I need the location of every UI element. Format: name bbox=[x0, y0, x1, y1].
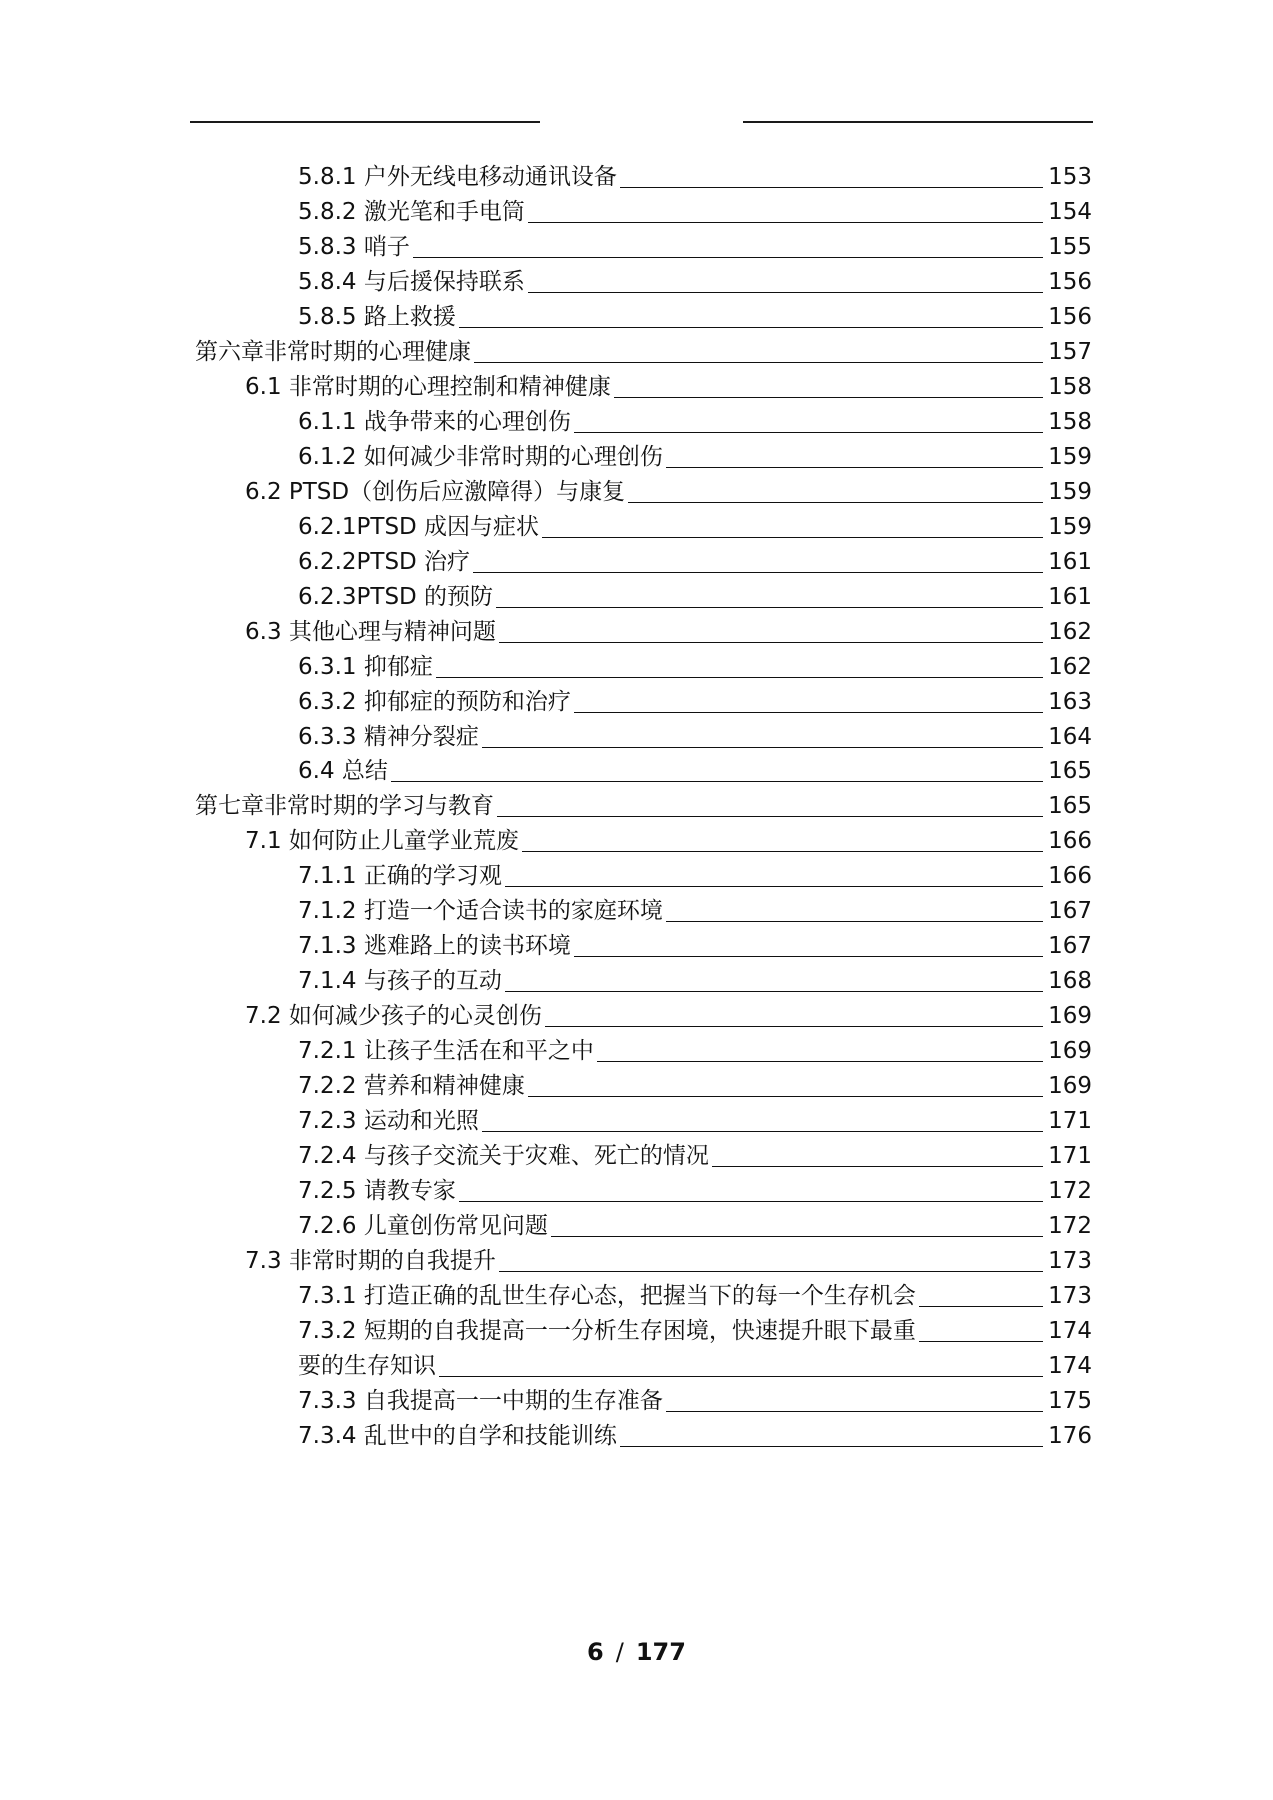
toc-leader-line bbox=[459, 327, 1043, 328]
toc-entry-title: 7.3 非常时期的自我提升 bbox=[245, 1244, 499, 1279]
toc-leader-line bbox=[620, 187, 1043, 188]
toc-leader-line bbox=[574, 432, 1043, 433]
toc-entry-title: 6.3.3 精神分裂症 bbox=[298, 720, 482, 755]
toc-entry-title: 7.2.4 与孩子交流关于灾难、死亡的情况 bbox=[298, 1139, 712, 1174]
toc-entry-title: 6.2.1PTSD 成因与症状 bbox=[298, 510, 542, 545]
toc-leader-line bbox=[391, 781, 1043, 782]
toc-entry[interactable] bbox=[0, 195, 1273, 230]
toc-entry[interactable] bbox=[0, 685, 1273, 720]
toc-entry[interactable] bbox=[0, 1244, 1273, 1279]
toc-entry-page-number: 171 bbox=[1048, 1108, 1092, 1135]
toc-entry-page-number: 158 bbox=[1048, 408, 1092, 435]
toc-entry[interactable] bbox=[0, 475, 1273, 510]
toc-entry-title: 7.3.4 乱世中的自学和技能训练 bbox=[298, 1419, 620, 1454]
toc-leader-line bbox=[496, 607, 1043, 608]
toc-entry-page-number: 174 bbox=[1048, 1352, 1092, 1379]
toc-entry-page-number: 154 bbox=[1048, 198, 1092, 225]
toc-leader-line bbox=[497, 816, 1043, 817]
toc-entry-page-number: 165 bbox=[1048, 758, 1092, 785]
toc-entry[interactable] bbox=[0, 230, 1273, 265]
toc-entry-page-number: 166 bbox=[1048, 863, 1092, 890]
toc-entry[interactable] bbox=[0, 335, 1273, 370]
toc-entry[interactable] bbox=[0, 1069, 1273, 1104]
toc-leader-line bbox=[551, 1236, 1043, 1237]
toc-entry-title: 6.1 非常时期的心理控制和精神健康 bbox=[245, 370, 614, 405]
toc-entry-page-number: 172 bbox=[1048, 1178, 1092, 1205]
toc-leader-line bbox=[666, 1411, 1043, 1412]
page-footer bbox=[0, 1638, 1273, 1666]
toc-entry-page-number: 176 bbox=[1048, 1422, 1092, 1449]
toc-entry-title: 5.8.2 激光笔和手电筒 bbox=[298, 195, 528, 230]
toc-entry-page-number: 171 bbox=[1048, 1143, 1092, 1170]
toc-entry-title: 6.4 总结 bbox=[298, 754, 391, 789]
toc-entry-title: 要的生存知识 bbox=[298, 1349, 439, 1384]
toc-entry[interactable] bbox=[0, 929, 1273, 964]
page-number-separator: / bbox=[615, 1638, 624, 1666]
toc-leader-line bbox=[666, 921, 1043, 922]
toc-entry-title: 7.1 如何防止儿童学业荒废 bbox=[245, 824, 522, 859]
toc-entry-page-number: 169 bbox=[1048, 1003, 1092, 1030]
toc-leader-line bbox=[628, 502, 1043, 503]
toc-entry[interactable] bbox=[0, 789, 1273, 824]
toc-entry-page-number: 165 bbox=[1048, 793, 1092, 820]
page-number-total: 177 bbox=[635, 1638, 686, 1666]
toc-entry-title: 7.3.3 自我提高一一中期的生存准备 bbox=[298, 1384, 666, 1419]
toc-leader-line bbox=[620, 1446, 1043, 1447]
toc-entry-title: 7.1.2 打造一个适合读书的家庭环境 bbox=[298, 894, 666, 929]
toc-entry-title: 7.2.2 营养和精神健康 bbox=[298, 1069, 528, 1104]
toc-leader-line bbox=[439, 1376, 1043, 1377]
toc-leader-line bbox=[505, 991, 1043, 992]
toc-entry[interactable] bbox=[0, 1139, 1273, 1174]
toc-entry-page-number: 166 bbox=[1048, 828, 1092, 855]
toc-entry-title: 7.1.3 逃难路上的读书环境 bbox=[298, 929, 574, 964]
toc-entry-page-number: 153 bbox=[1048, 164, 1092, 190]
toc-entry[interactable] bbox=[0, 964, 1273, 999]
toc-entry[interactable] bbox=[0, 754, 1273, 789]
toc-entry[interactable] bbox=[0, 405, 1273, 440]
toc-entry-page-number: 173 bbox=[1048, 1248, 1092, 1275]
toc-leader-line bbox=[542, 537, 1043, 538]
toc-entry[interactable] bbox=[0, 1314, 1273, 1349]
toc-entry-page-number: 159 bbox=[1048, 513, 1092, 540]
toc-entry[interactable] bbox=[0, 370, 1273, 405]
toc-entry-page-number: 161 bbox=[1048, 548, 1092, 575]
toc-entry-page-number: 169 bbox=[1048, 1038, 1092, 1065]
toc-entry-title: 7.2.6 儿童创伤常见问题 bbox=[298, 1209, 551, 1244]
toc-entry[interactable] bbox=[0, 1034, 1273, 1069]
toc-leader-line bbox=[528, 222, 1043, 223]
toc-leader-line bbox=[459, 1201, 1043, 1202]
toc-entry[interactable] bbox=[0, 650, 1273, 685]
toc-entry-title: 第七章非常时期的学习与教育 bbox=[195, 789, 497, 824]
toc-leader-line bbox=[919, 1341, 1043, 1342]
toc-leader-line bbox=[482, 1131, 1043, 1132]
toc-entry-page-number: 168 bbox=[1048, 968, 1092, 995]
toc-entry-title: 7.2.1 让孩子生活在和平之中 bbox=[298, 1034, 597, 1069]
toc-entry-page-number: 159 bbox=[1048, 478, 1092, 505]
toc-entry[interactable] bbox=[0, 160, 1273, 195]
toc-entry-page-number: 174 bbox=[1048, 1318, 1092, 1344]
toc-entry[interactable] bbox=[0, 615, 1273, 650]
toc-entry-title: 6.1.2 如何减少非常时期的心理创伤 bbox=[298, 440, 666, 475]
toc-leader-line bbox=[499, 642, 1043, 643]
toc-entry-title: 5.8.3 哨子 bbox=[298, 230, 413, 265]
toc-leader-line bbox=[712, 1166, 1043, 1167]
toc-entry-title: 5.8.4 与后援保持联系 bbox=[298, 265, 528, 300]
toc-entry-page-number: 162 bbox=[1048, 653, 1092, 680]
toc-leader-line bbox=[482, 747, 1043, 748]
toc-entry[interactable] bbox=[0, 580, 1273, 615]
toc-leader-line bbox=[474, 362, 1043, 363]
header-rule-right bbox=[743, 121, 1093, 123]
toc-entry[interactable] bbox=[0, 720, 1273, 755]
toc-entry[interactable] bbox=[0, 265, 1273, 300]
toc-entry-page-number: 164 bbox=[1048, 723, 1092, 750]
header-rule-left bbox=[190, 121, 540, 123]
toc-entry-title: 6.2 PTSD（创伤后应激障得）与康复 bbox=[245, 475, 628, 510]
toc-entry-title: 5.8.1 户外无线电移动通讯设备 bbox=[298, 160, 620, 195]
toc-entry-title: 6.1.1 战争带来的心理创伤 bbox=[298, 405, 574, 440]
toc-entry-page-number: 155 bbox=[1048, 233, 1092, 260]
toc-leader-line bbox=[499, 1271, 1043, 1272]
toc-entry[interactable] bbox=[0, 824, 1273, 859]
toc-entry-page-number: 156 bbox=[1048, 303, 1092, 330]
toc-entry-title: 7.2.5 请教专家 bbox=[298, 1174, 459, 1209]
toc-leader-line bbox=[919, 1306, 1043, 1307]
toc-entry[interactable] bbox=[0, 510, 1273, 545]
toc-entry-page-number: 162 bbox=[1048, 618, 1092, 645]
toc-entry-page-number: 161 bbox=[1048, 583, 1092, 610]
toc-leader-line bbox=[522, 851, 1043, 852]
toc-entry-title: 7.2.3 运动和光照 bbox=[298, 1104, 482, 1139]
toc-leader-line bbox=[574, 712, 1043, 713]
toc-entry[interactable] bbox=[0, 1384, 1273, 1419]
toc-entry[interactable] bbox=[0, 859, 1273, 894]
toc-entry-title: 7.3.2 短期的自我提高一一分析生存困境，快速提升眼下最重 bbox=[298, 1314, 919, 1349]
toc-leader-line bbox=[505, 886, 1043, 887]
toc-entry-page-number: 167 bbox=[1048, 933, 1092, 960]
toc-entry-title: 7.2 如何减少孩子的心灵创伤 bbox=[245, 999, 545, 1034]
toc-entry[interactable] bbox=[0, 1209, 1273, 1244]
toc-entry-page-number: 157 bbox=[1048, 338, 1092, 365]
toc-entry-title: 7.1.4 与孩子的互动 bbox=[298, 964, 505, 999]
toc-leader-line bbox=[666, 467, 1043, 468]
toc-entry-title: 6.2.3PTSD 的预防 bbox=[298, 580, 496, 615]
toc-leader-line bbox=[528, 292, 1043, 293]
toc-entry[interactable] bbox=[0, 1349, 1273, 1384]
toc-leader-line bbox=[545, 1026, 1043, 1027]
toc-entry-page-number: 169 bbox=[1048, 1073, 1092, 1100]
toc-entry-title: 第六章非常时期的心理健康 bbox=[195, 335, 474, 370]
toc-leader-line bbox=[574, 956, 1043, 957]
toc-entry-title: 6.3 其他心理与精神问题 bbox=[245, 615, 499, 650]
toc-entry-page-number: 173 bbox=[1048, 1283, 1092, 1310]
toc-entry[interactable] bbox=[0, 545, 1273, 580]
toc-entry[interactable] bbox=[0, 1104, 1273, 1139]
toc-leader-line bbox=[597, 1061, 1043, 1062]
toc-leader-line bbox=[413, 257, 1043, 258]
toc-entry[interactable] bbox=[0, 894, 1273, 929]
page-number-current: 6 bbox=[587, 1638, 604, 1666]
toc-entry-page-number: 158 bbox=[1048, 373, 1092, 400]
toc-entry-title: 5.8.5 路上救援 bbox=[298, 300, 459, 335]
toc-entry-page-number: 156 bbox=[1048, 268, 1092, 295]
toc-entry-title: 7.1.1 正确的学习观 bbox=[298, 859, 505, 894]
toc-entry-title: 6.2.2PTSD 治疗 bbox=[298, 545, 473, 580]
toc-entry-page-number: 159 bbox=[1048, 443, 1092, 470]
toc-entry-page-number: 163 bbox=[1048, 688, 1092, 715]
toc-entry-page-number: 172 bbox=[1048, 1213, 1092, 1240]
toc-leader-line bbox=[436, 677, 1043, 678]
toc-entry-title: 6.3.2 抑郁症的预防和治疗 bbox=[298, 685, 574, 720]
toc-entry[interactable] bbox=[0, 999, 1273, 1034]
toc-entry-page-number: 167 bbox=[1048, 898, 1092, 925]
toc-leader-line bbox=[473, 572, 1043, 573]
toc-entry[interactable] bbox=[0, 1279, 1273, 1314]
toc-entry-title: 6.3.1 抑郁症 bbox=[298, 650, 436, 685]
toc-leader-line bbox=[614, 397, 1043, 398]
toc-entry[interactable] bbox=[0, 300, 1273, 335]
toc-entry[interactable] bbox=[0, 1419, 1273, 1454]
toc-entry[interactable] bbox=[0, 1174, 1273, 1209]
toc-entry-title: 7.3.1 打造正确的乱世生存心态，把握当下的每一个生存机会 bbox=[298, 1279, 919, 1314]
toc-entry-page-number: 175 bbox=[1048, 1387, 1092, 1414]
toc-entry[interactable] bbox=[0, 440, 1273, 475]
toc-leader-line bbox=[528, 1096, 1043, 1097]
